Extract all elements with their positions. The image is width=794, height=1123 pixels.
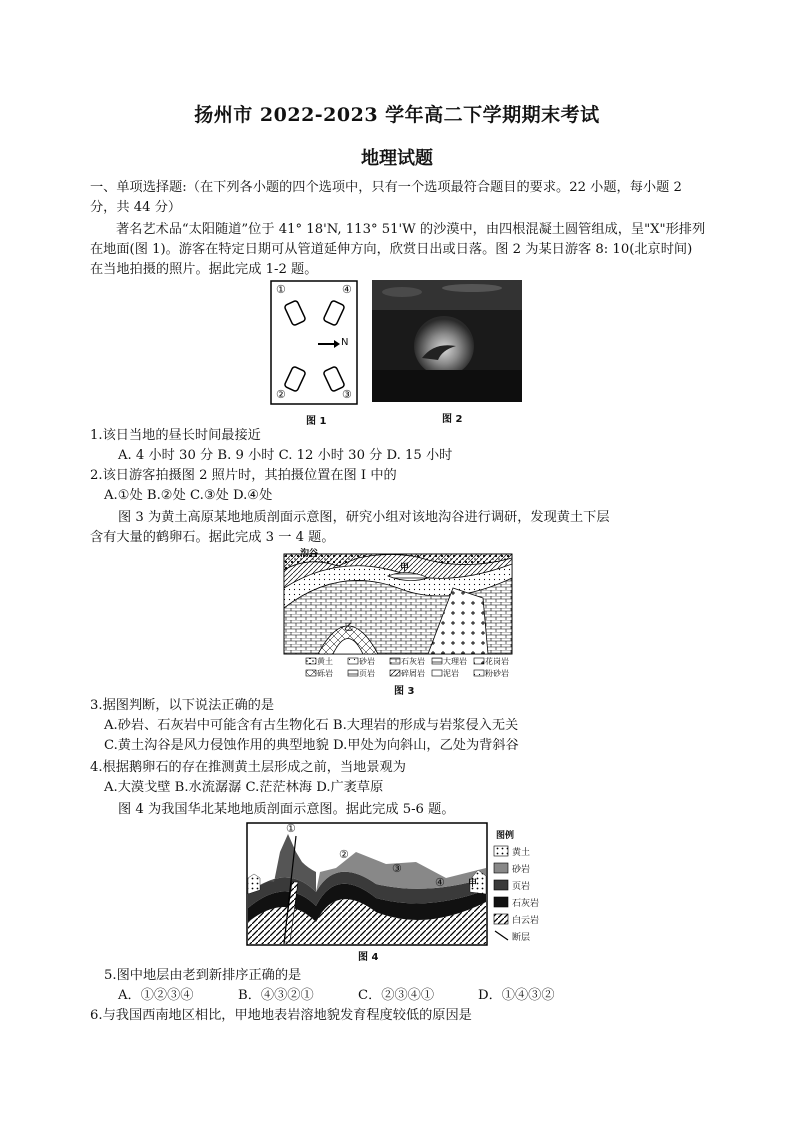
- fig4-legend-title: 图例: [496, 831, 515, 841]
- figure-1: [270, 280, 358, 405]
- intro3-line1: 图 4 为我国华北某地地质剖面示意图。据此完成 5-6 题。: [118, 802, 455, 817]
- fig4-caption: 图 4: [358, 952, 379, 963]
- fig4-legend-item: 黄土: [512, 848, 531, 858]
- fig3-valley-label: 沟谷: [300, 549, 319, 559]
- fig1-label-3: ③: [342, 388, 352, 401]
- q6-stem: 6.与我国西南地区相比，甲地地表岩溶地貌发育程度较低的原因是: [90, 1008, 472, 1023]
- q5-option-d: D．①④③②: [478, 988, 555, 1003]
- figure-3: [278, 548, 518, 680]
- fig4-legend-item: 断层: [512, 933, 531, 943]
- q4-stem: 4.根据鹅卵石的存在推测黄土层形成之前，当地景观为: [90, 760, 406, 775]
- fig4-mark-1: ①: [286, 822, 296, 835]
- fig4-legend-item: 页岩: [512, 882, 531, 892]
- fig1-caption: 图 1: [306, 416, 327, 427]
- fig4-mark-2: ②: [339, 848, 349, 861]
- fig3-legend-item: 大理岩: [443, 657, 467, 666]
- fig3-legend-item: 页岩: [359, 669, 375, 678]
- fig4-legend-item: 白云岩: [512, 916, 540, 926]
- fig4-mark-jia: 甲: [468, 879, 478, 889]
- fig4-legend-item: 砂岩: [512, 865, 531, 875]
- fig3-legend-item: 砾岩: [317, 669, 333, 678]
- q3-options-line2: C.黄土沟谷是风力侵蚀作用的典型地貌 D.甲处为向斜山，乙处为背斜谷: [104, 738, 519, 753]
- figure-4: [246, 822, 556, 946]
- fig3-legend-item: 黄土: [317, 657, 333, 666]
- north-label: N: [341, 337, 349, 348]
- intro2-line1: 图 3 为黄土高原某地地质剖面示意图，研究小组对该地沟谷进行调研，发现黄土下层: [118, 510, 610, 525]
- q2-options: A.①处 B.②处 C.③处 D.④处: [104, 488, 273, 503]
- fig3-legend-item: 碎屑岩: [401, 669, 425, 678]
- fig3-mark-yi: 乙: [344, 623, 354, 633]
- fig1-label-4: ④: [342, 283, 352, 296]
- intro1-line3: 在当地拍摄的照片。据此完成 1-2 题。: [90, 262, 318, 277]
- q1-stem: 1.该日当地的昼长时间最接近: [90, 428, 261, 443]
- fig3-caption: 图 3: [394, 686, 415, 697]
- fig3-legend-item: 泥岩: [443, 669, 459, 678]
- q5-option-a: A．①②③④: [118, 988, 194, 1003]
- intro1-line2: 在地面(图 1)。游客在特定日期可从管道延伸方向，欣赏日出或日落。图 2 为某日游客 8: 10(北京时间): [90, 242, 693, 257]
- q3-stem: 3.据图判断，以下说法正确的是: [90, 698, 275, 713]
- fig3-legend-item: 花岗岩: [485, 657, 509, 666]
- fig2-caption: 图 2: [442, 414, 463, 425]
- q2-stem: 2.该日游客拍摄图 2 照片时，其拍摄位置在图 I 中的: [90, 468, 397, 483]
- fig3-legend-item: 粉砂岩: [485, 669, 509, 678]
- fig1-label-2: ②: [276, 388, 286, 401]
- fig4-legend-item: 石灰岩: [512, 899, 540, 909]
- q5-option-b: B．④③②①: [238, 988, 314, 1003]
- fig3-mark-jia: 甲: [400, 563, 410, 573]
- fig3-legend-item: 砂岩: [359, 657, 375, 666]
- q5-option-c: C．②③④①: [358, 988, 435, 1003]
- intro2-line2: 含有大量的鹤卵石。据此完成 3 一 4 题。: [90, 530, 335, 545]
- figure-2-photo: [372, 280, 522, 402]
- q4-options: A.大漠戈壁 B.水流潺潺 C.茫茫林海 D.广袤草原: [104, 780, 384, 795]
- q5-stem: 5.图中地层由老到新排序正确的是: [104, 968, 302, 983]
- fig4-mark-4: ④: [435, 876, 445, 889]
- intro1-line1: 著名艺术品“太阳随道”位于 41° 18'N, 113° 51'W 的沙漠中，由四根混凝土圆管组成，呈"X"形排列: [116, 222, 706, 237]
- q1-options: A. 4 小时 30 分 B. 9 小时 C. 12 小时 30 分 D. 15 小时: [118, 448, 453, 463]
- fig3-legend-item: 石灰岩: [401, 657, 425, 666]
- section-heading-line1: 一、单项选择题:（在下列各小题的四个选项中，只有一个选项最符合题目的要求。22 小题，每小题 2: [90, 180, 682, 195]
- fig1-label-1: ①: [276, 283, 286, 296]
- subject-title: 地理试题: [361, 148, 433, 169]
- fig4-legend-swatches: [494, 846, 508, 940]
- section-heading-line2: 分，共 44 分）: [90, 200, 182, 215]
- q3-options-line1: A.砂岩、石灰岩中可能含有古生物化石 B.大理岩的形成与岩浆侵入无关: [104, 718, 519, 733]
- fig4-mark-3: ③: [392, 862, 402, 875]
- exam-title: 扬州市 2022-2023 学年高二下学期期末考试: [194, 104, 600, 126]
